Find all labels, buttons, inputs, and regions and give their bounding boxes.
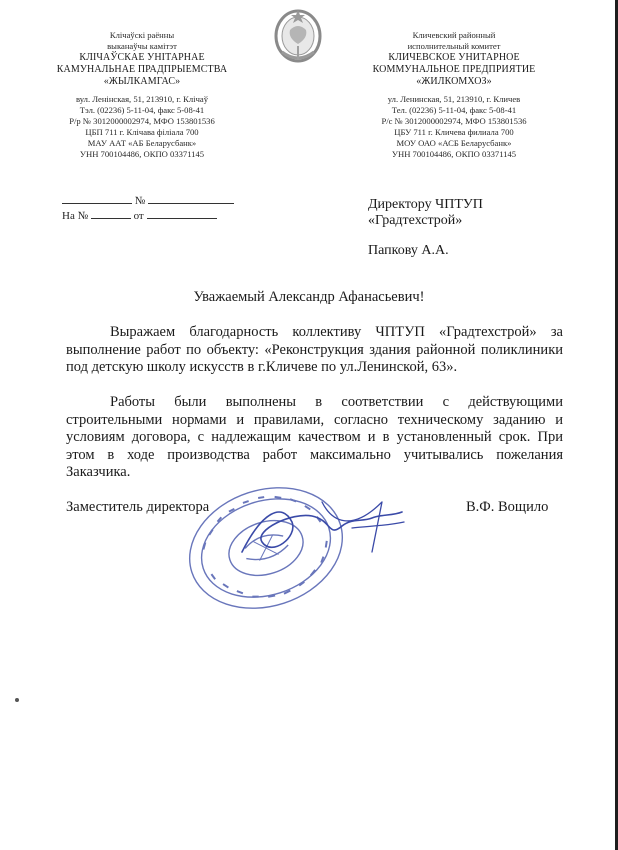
- org-account: Р/с № 3012000002974, МФО 153801536: [381, 116, 527, 126]
- in-reply-label: На №: [62, 210, 89, 222]
- addressee-position: Директору ЧПТУП: [368, 197, 483, 212]
- number-label: №: [134, 195, 146, 207]
- org-bank-2: МОУ ОАО «АСБ Беларусбанк»: [396, 138, 512, 148]
- in-reply-line: [62, 208, 217, 222]
- org-ids: УНН 700104486, ОКПО 03371145: [79, 149, 205, 159]
- handwritten-signature: [232, 482, 412, 582]
- org-name-line-2: КАМУНАЛЬНАЕ ПРАДПРЫЕМСТВА: [56, 64, 228, 75]
- org-ids: УНН 700104486, ОКПО 03371145: [391, 149, 517, 159]
- salutation: Уважаемый Александр Афанасьевич!: [193, 289, 425, 305]
- org-account: Р/р № 3012000002974, МФО 153801536: [69, 116, 215, 126]
- scan-speck: [15, 698, 19, 702]
- org-name-line-3: «ЖЫЛКАМГАС»: [103, 76, 181, 87]
- paragraph-1-text: Выражаем благодарность коллективу ЧПТУП «Градтехстрой» за выполнение работ по объекту: «Реконструкция здания районной поликлиники под детскую школу искусств в г.Кличеве по ул.Ленинской, 63».: [66, 324, 563, 375]
- org-name-line-2: КОММУНАЛЬНОЕ ПРЕДПРИЯТИЕ: [372, 64, 536, 75]
- org-address: вул. Ленінская, 51, 213910, г. Клічаў: [75, 94, 209, 104]
- org-name-line-1: КЛІЧАЎСКАЕ УНІТАРНАЕ: [79, 52, 205, 63]
- signatory-name: В.Ф. Вощило: [466, 499, 549, 515]
- org-bank-2: МАУ ААТ «АБ Беларусбанк»: [87, 138, 197, 148]
- addressee-company: «Градтехстрой»: [368, 213, 463, 228]
- paragraph-1: [66, 324, 563, 377]
- letterhead-right: [354, 30, 554, 160]
- authority-line-1: Кличевский районный: [412, 30, 496, 40]
- org-phone: Тэл. (02236) 5-11-04, факс 5-08-41: [79, 105, 205, 115]
- org-bank-1: ЦБУ 711 г. Кличева филиала 700: [394, 127, 514, 137]
- signatory-role: Заместитель директора: [66, 499, 210, 515]
- authority-line-2: выканаўчы камітэт: [107, 41, 177, 51]
- paragraph-2-text: Работы были выполнены в соответствии с действующими строительными нормами и правилами, согласно техническому заданию и условиям договора, с надлежащим качеством и в установленный срок. При этом в ходе производства работ максимально учитывались пожелания Заказчика.: [66, 394, 563, 480]
- from-label: от: [133, 210, 144, 222]
- state-emblem-icon: [272, 6, 324, 64]
- org-bank-1: ЦБП 711 г. Клічава філіала 700: [85, 127, 199, 137]
- org-name-line-1: КЛИЧЕВСКОЕ УНИТАРНОЕ: [388, 52, 520, 63]
- org-address: ул. Ленинская, 51, 213910, г. Кличев: [387, 94, 521, 104]
- letterhead-left: [42, 30, 242, 160]
- org-name-line-3: «ЖИЛКОМХОЗ»: [416, 76, 492, 87]
- authority-line-1: Клічаўскі раённы: [109, 30, 175, 40]
- addressee-name: Папкову А.А.: [368, 243, 449, 258]
- authority-line-2: исполнительный комитет: [407, 41, 501, 51]
- outgoing-number-line: [62, 193, 234, 207]
- paragraph-2: [66, 394, 563, 482]
- org-phone: Тел. (02236) 5-11-04, факс 5-08-41: [391, 105, 517, 115]
